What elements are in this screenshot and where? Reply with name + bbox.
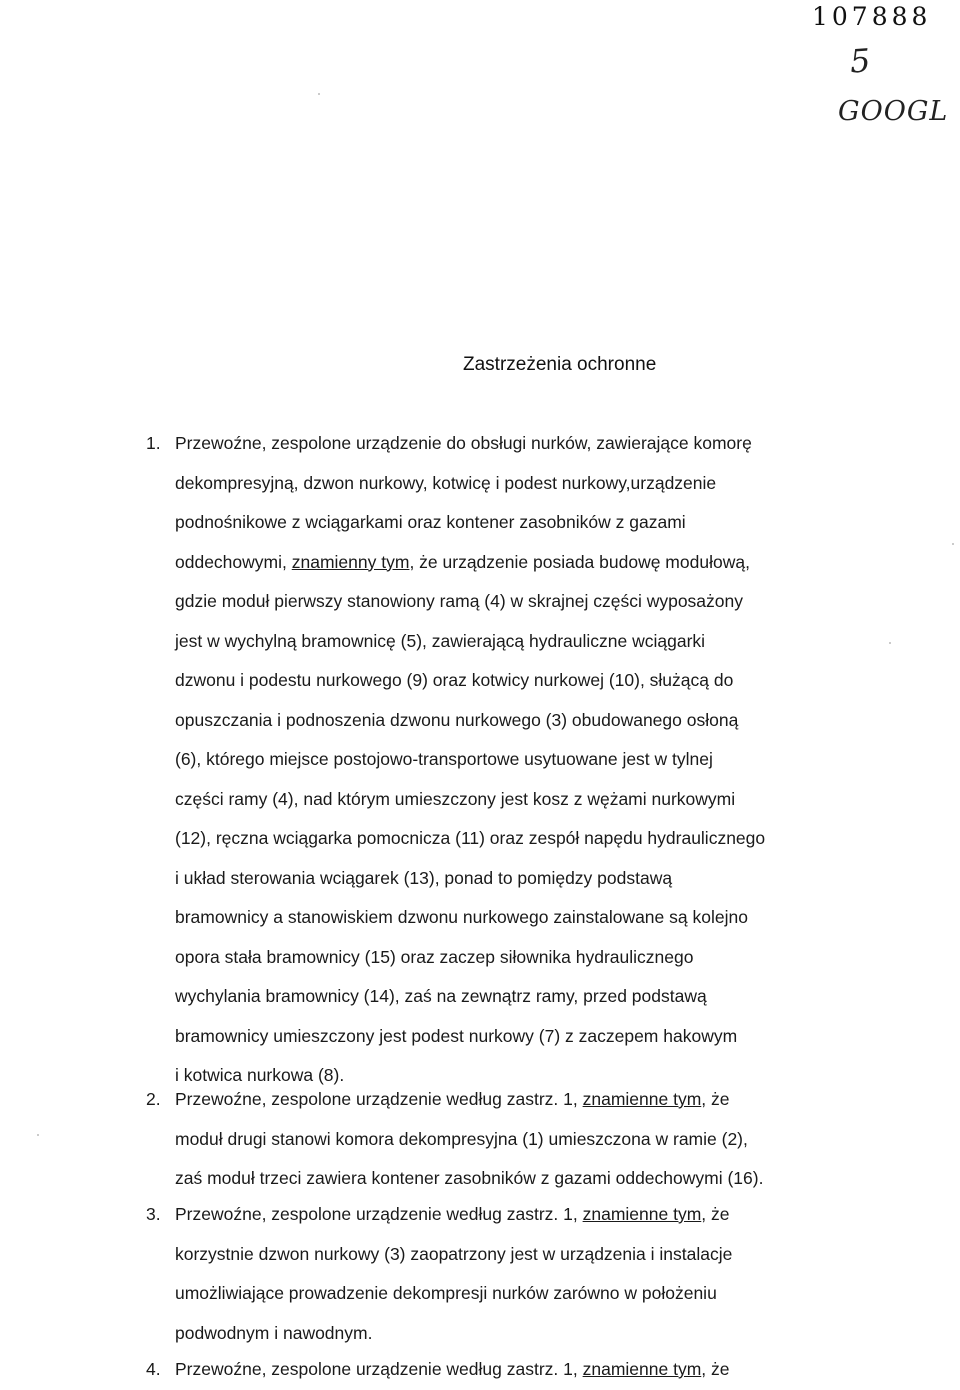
claim-text: , że: [701, 1089, 730, 1109]
claim-text: oddechowymi,: [175, 551, 287, 572]
claim-keyword: znamienne tym: [582, 1089, 702, 1109]
claim-line: dzwonu i podestu nurkowego (9) oraz kotwicy nurkowej (10), służącą do: [175, 670, 734, 690]
claim-text: , że: [701, 1204, 730, 1224]
scan-speck: [952, 543, 954, 545]
claim-line: gdzie moduł pierwszy stanowiony ramą (4) w skrajnej części wyposażony: [175, 591, 743, 611]
document-number: 107888: [812, 2, 932, 31]
claim-line: [175, 1350, 915, 1390]
claim-3: [175, 1195, 915, 1353]
claim-line: moduł drugi stanowi komora dekompresyjna (1) umieszczona w ramie (2),: [175, 1128, 748, 1149]
claim-line: i układ sterowania wciągarek (13), ponad to pomiędzy podstawą: [175, 867, 673, 888]
claim-line: opuszczania i podnoszenia dzwonu nurkowego (3) obudowanego osłoną: [175, 709, 739, 730]
claim-line: podwodnym i nawodnym.: [175, 1322, 373, 1343]
handwritten-code: GOOGL: [838, 96, 949, 127]
claim-text: , że urządzenie posiada budowę modułową,: [409, 551, 750, 572]
claim-line: korzystnie dzwon nurkowy (3) zaopatrzony jest w urządzenia i instalacje: [175, 1243, 733, 1264]
claim-line: wychylania bramownicy (14), zaś na zewnątrz ramy, przed podstawą: [175, 986, 707, 1006]
claim-line: Przewoźne, zespolone urządzenie do obsługi nurków, zawierające komorę: [175, 433, 752, 453]
claim-line: [175, 1195, 915, 1235]
claim-line: jest w wychylną bramownicę (5), zawierającą hydrauliczne wciągarki: [175, 630, 706, 651]
claim-number: 2.: [146, 1089, 161, 1109]
claim-number: 4.: [146, 1359, 161, 1379]
claim-text: Przewoźne, zespolone urządzenie według zastrz. 1,: [175, 1359, 578, 1379]
claim-number: 1.: [146, 433, 161, 453]
page-title: Zastrzeżenia ochronne: [463, 354, 657, 375]
claim-line: i kotwica nurkowa (8).: [175, 1065, 345, 1085]
claim-line: [175, 543, 915, 583]
claim-text: Przewoźne, zespolone urządzenie według zastrz. 1,: [175, 1089, 578, 1109]
claim-text: Przewoźne, zespolone urządzenie według zastrz. 1,: [175, 1204, 578, 1224]
scan-speck: [889, 642, 891, 644]
claim-line: zaś moduł trzeci zawiera kontener zasobników z gazami oddechowymi (16).: [175, 1168, 764, 1188]
claim-keyword: znamienne tym: [582, 1359, 702, 1379]
claim-line: bramownicy umieszczony jest podest nurkowy (7) z zaczepem hakowym: [175, 1025, 738, 1046]
claim-line: części ramy (4), nad którym umieszczony jest kosz z wężami nurkowymi: [175, 788, 736, 809]
claim-line: dekompresyjną, dzwon nurkowy, kotwicę i podest nurkowy,urządzenie: [175, 472, 717, 493]
claim-line: (12), ręczna wciągarka pomocnicza (11) oraz zespół napędu hydraulicznego: [175, 828, 766, 848]
handwritten-mark: 5: [848, 41, 872, 81]
claim-line: umożliwiające prowadzenie dekompresji nurków zarówno w położeniu: [175, 1283, 717, 1303]
claim-keyword: znamienny tym: [291, 551, 410, 572]
claim-line: (6), którego miejsce postojowo-transportowe usytuowane jest w tylnej: [175, 749, 713, 769]
claim-line: podnośnikowe z wciągarkami oraz kontener zasobników z gazami: [175, 512, 686, 532]
claim-line: [175, 1080, 915, 1120]
claim-4: [175, 1350, 915, 1390]
scan-speck: [318, 93, 320, 95]
claim-line: bramownicy a stanowiskiem dzwonu nurkowego zainstalowane są kolejno: [175, 907, 748, 927]
claim-2: [175, 1080, 915, 1199]
claim-text: , że: [701, 1359, 730, 1379]
claim-line: opora stała bramownicy (15) oraz zaczep siłownika hydraulicznego: [175, 946, 694, 967]
scan-speck: [37, 1134, 39, 1136]
claim-keyword: znamienne tym: [582, 1204, 702, 1224]
claim-number: 3.: [146, 1204, 161, 1224]
claim-1: [175, 424, 915, 1096]
